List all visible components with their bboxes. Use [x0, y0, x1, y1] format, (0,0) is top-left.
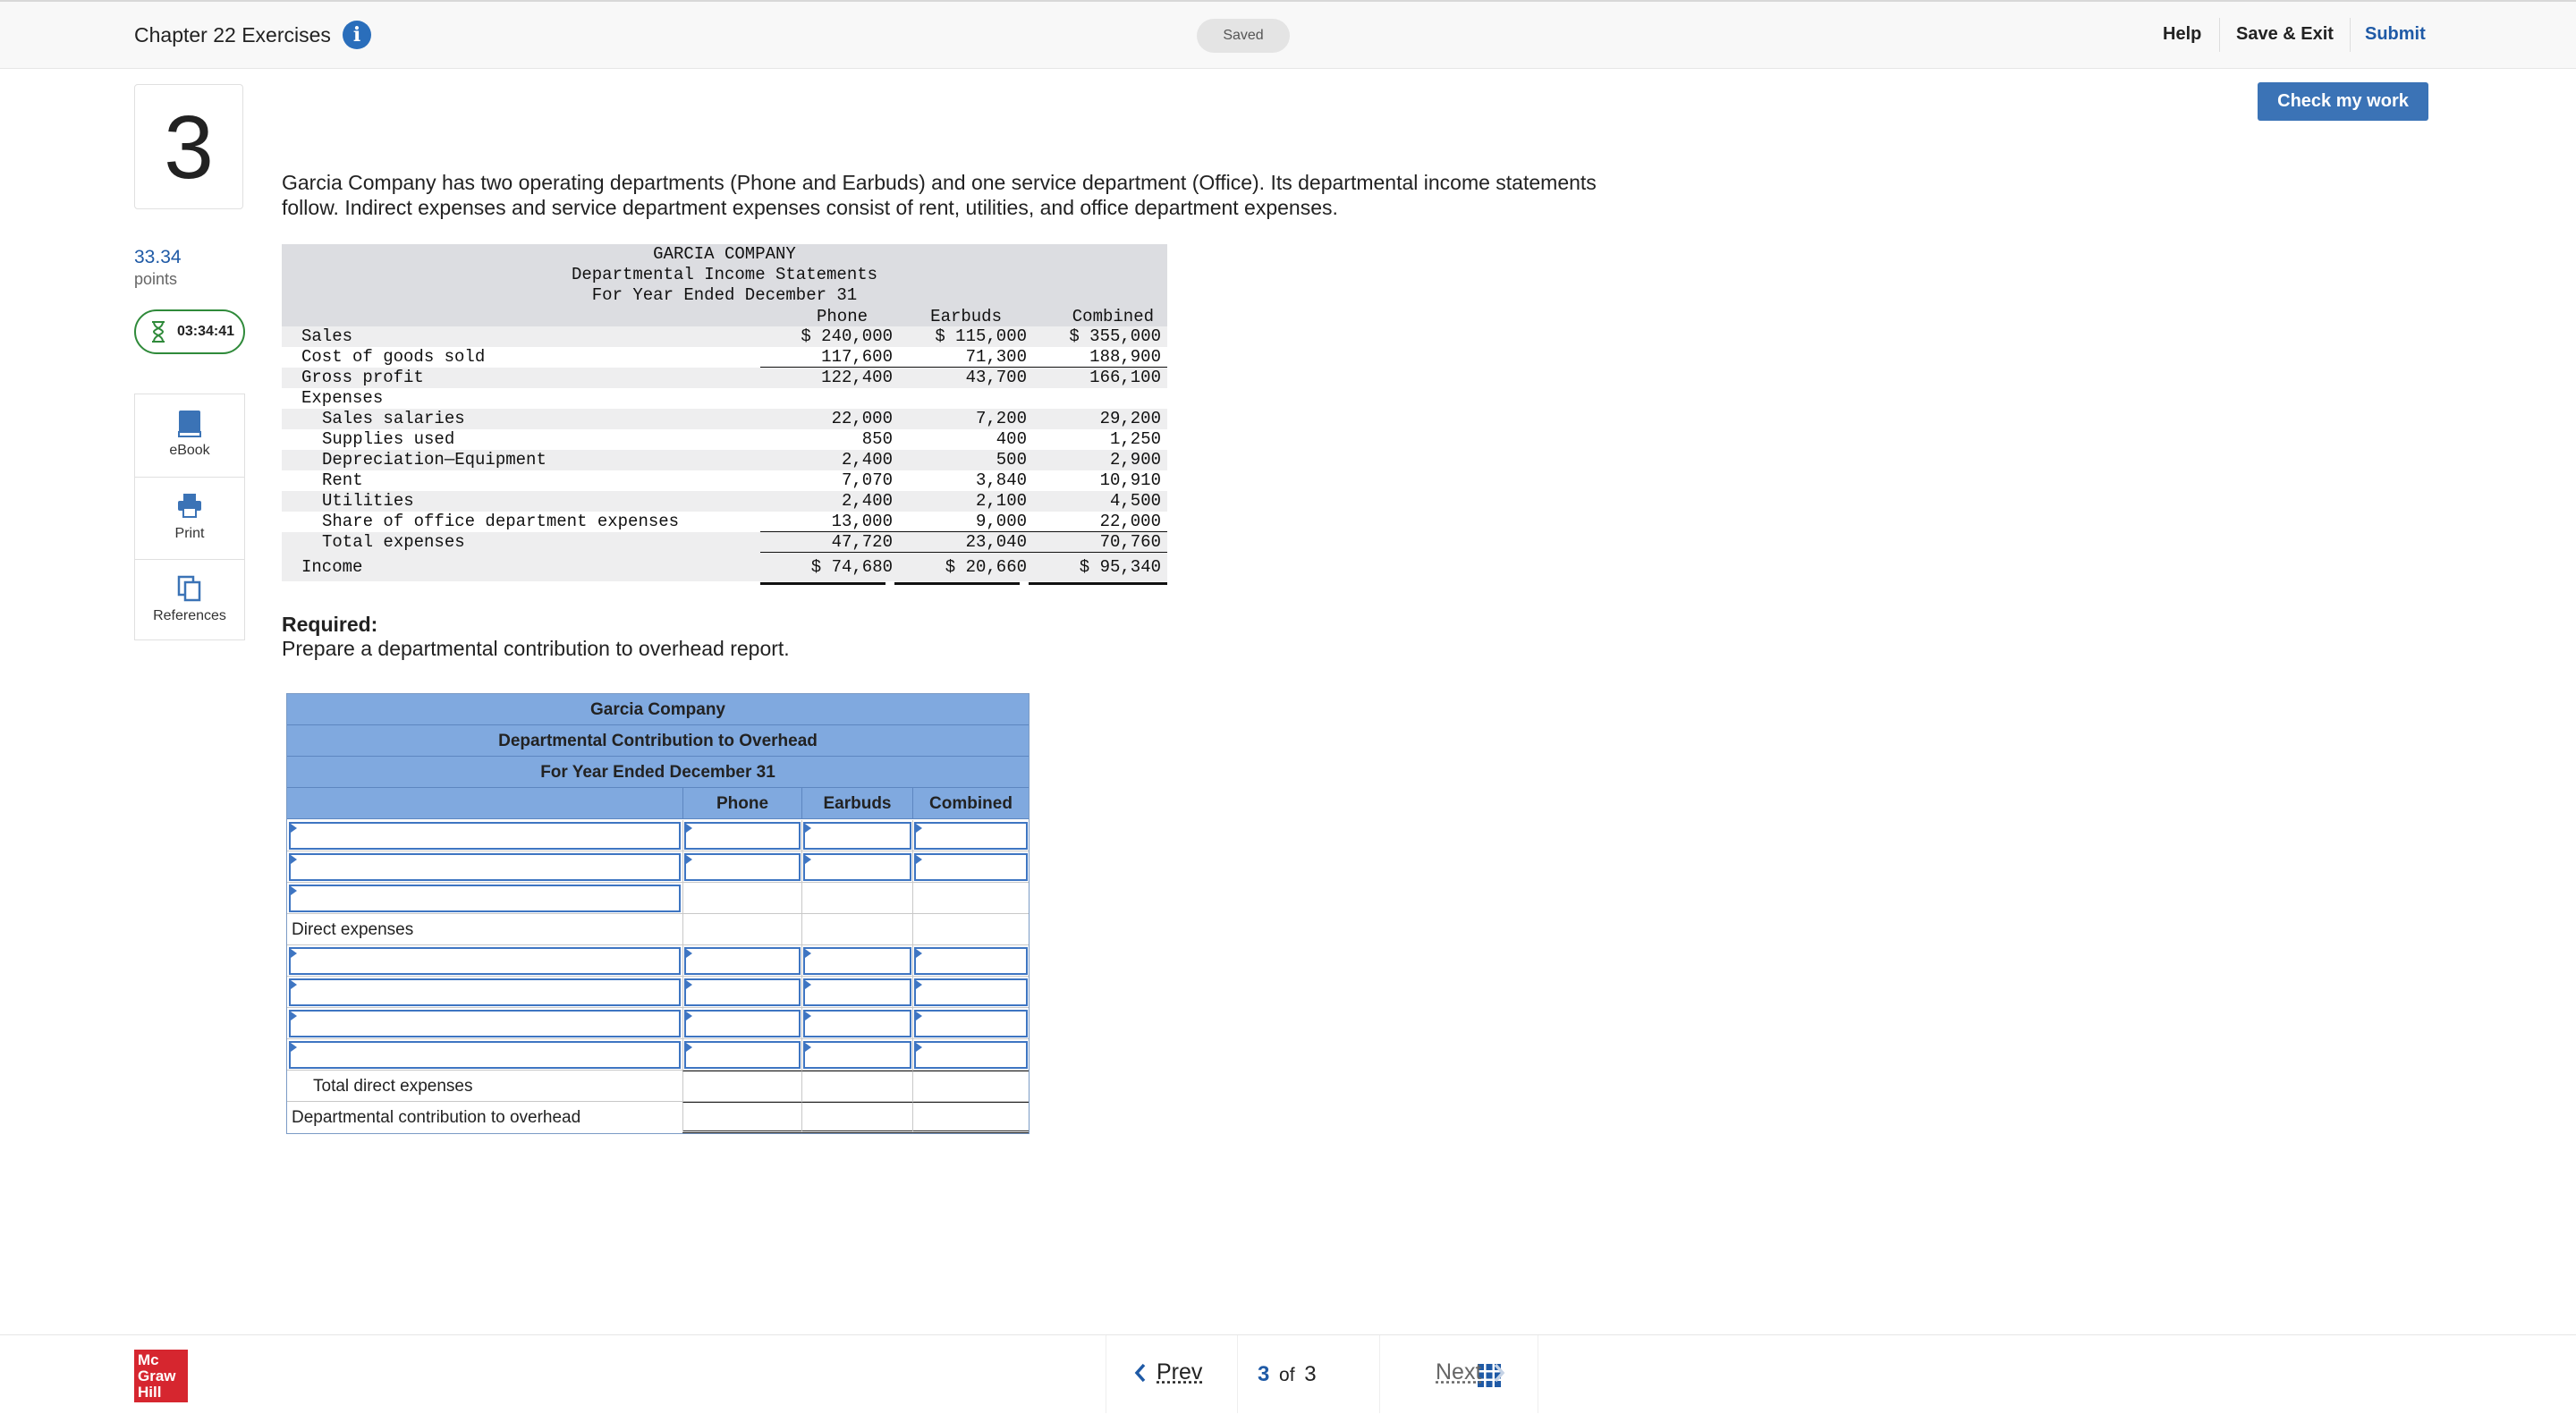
line-item-input[interactable] [289, 1041, 681, 1069]
footer-bar [0, 1334, 2576, 1413]
chevron-left-icon [1133, 1363, 1148, 1383]
value-phone: 117,600 [821, 347, 893, 367]
page-counter [1237, 1335, 1380, 1413]
column-earbuds: Earbuds [930, 307, 1002, 326]
phone-amount-input[interactable] [684, 1041, 801, 1069]
statement-title: Departmental Income Statements [571, 265, 878, 284]
row-gross-profit [282, 368, 1167, 388]
required-heading: Required: [282, 613, 378, 636]
value-combined: 22,000 [1099, 512, 1161, 531]
question-text: Garcia Company has two operating departments (Phone and Earbuds) and one service department (Office). Its departmental income statements follow. Indirect expenses and service department expenses consist of rent, utilities, and office department expenses. [282, 171, 1597, 219]
row-supplies [282, 429, 1167, 450]
mcgraw-hill-logo [134, 1350, 188, 1402]
earbuds-amount-input[interactable] [803, 1041, 911, 1069]
row-label: Gross profit [301, 368, 424, 387]
prev-button[interactable] [1133, 1359, 1202, 1385]
empty-cell [912, 883, 1029, 914]
value-combined: 70,760 [1099, 532, 1161, 552]
row-label: Utilities [322, 491, 414, 511]
column-combined: Combined [1072, 307, 1154, 326]
next-label: Next [1436, 1359, 1482, 1384]
line-item-input[interactable] [289, 822, 681, 850]
book-icon [176, 409, 203, 439]
value-phone: $ 240,000 [801, 326, 893, 346]
value-earbuds: 23,040 [965, 532, 1027, 552]
row-label: Sales [301, 326, 353, 346]
table-row [287, 1008, 1029, 1039]
statement-company: GARCIA COMPANY [653, 244, 796, 264]
logo-text: Mc [138, 1351, 159, 1368]
timer [134, 309, 245, 354]
ebook-button[interactable] [135, 394, 244, 477]
combined-amount-input[interactable] [914, 978, 1028, 1006]
current-page: 3 [1258, 1362, 1270, 1386]
value-earbuds: 71,300 [965, 347, 1027, 367]
header-divider [2219, 18, 2220, 52]
copy-icon [176, 574, 203, 603]
empty-cell [912, 914, 1029, 945]
help-link[interactable]: Help [2163, 24, 2202, 44]
empty-cell [801, 883, 912, 914]
row-label: Total expenses [322, 532, 465, 552]
line-item-input[interactable] [289, 853, 681, 881]
value-phone: 13,000 [831, 512, 893, 531]
row-label: Cost of goods sold [301, 347, 486, 367]
row-cogs [282, 347, 1167, 368]
empty-cell [801, 914, 912, 945]
page-of: of [1279, 1365, 1295, 1385]
required-text: Prepare a departmental contribution to overhead report. [282, 637, 790, 660]
direct-expenses-label: Direct expenses [292, 920, 414, 939]
statement-period: For Year Ended December 31 [591, 285, 858, 305]
earbuds-amount-input[interactable] [803, 947, 911, 975]
report-column-earbuds: Earbuds [801, 788, 912, 819]
table-row [287, 945, 1029, 977]
cogs-underline [760, 367, 1167, 368]
line-item-input[interactable] [289, 978, 681, 1006]
value-combined: 1,250 [1109, 429, 1161, 449]
print-button[interactable] [135, 477, 244, 559]
phone-amount-input[interactable] [684, 822, 801, 850]
value-combined: 10,910 [1099, 470, 1161, 490]
row-rent [282, 470, 1167, 491]
points-label: points [134, 270, 178, 288]
saved-status-badge: Saved [1197, 19, 1290, 53]
value-earbuds: 3,840 [975, 470, 1027, 490]
earbuds-amount-input[interactable] [803, 1010, 911, 1037]
total-underline [760, 552, 1167, 553]
value-combined: 188,900 [1089, 347, 1161, 367]
combined-amount-input[interactable] [914, 1010, 1028, 1037]
earbuds-contribution-cell [801, 1102, 912, 1133]
row-utilities [282, 491, 1167, 512]
value-phone: 122,400 [821, 368, 893, 387]
row-sales [282, 326, 1167, 347]
chevron-right-icon [1492, 1363, 1506, 1383]
value-earbuds: $ 115,000 [935, 326, 1027, 346]
phone-amount-input[interactable] [684, 947, 801, 975]
header-divider [2350, 18, 2351, 52]
table-row [287, 851, 1029, 883]
phone-contribution-cell [682, 1102, 801, 1133]
line-item-input[interactable] [289, 1010, 681, 1037]
total-pages: 3 [1304, 1362, 1317, 1386]
value-earbuds: $ 20,660 [945, 557, 1027, 577]
income-statement [282, 244, 1167, 588]
printer-icon [176, 492, 203, 519]
contribution-row [287, 1102, 1029, 1133]
value-earbuds: 500 [996, 450, 1027, 470]
hourglass-icon [148, 320, 168, 343]
earbuds-total-cell [801, 1071, 912, 1102]
print-label: Print [174, 526, 205, 541]
next-button[interactable] [1436, 1359, 1506, 1385]
value-phone: 7,070 [841, 470, 893, 490]
value-earbuds: 2,100 [975, 491, 1027, 511]
references-label: References [153, 608, 226, 623]
row-income [282, 553, 1167, 581]
income-double-underline [1029, 582, 1167, 585]
report-column-phone: Phone [682, 788, 801, 819]
points-value: 33.34 [134, 247, 182, 267]
assignment-title: Chapter 22 Exercises [134, 23, 331, 47]
logo-text: Graw [138, 1367, 176, 1384]
earbuds-amount-input[interactable] [803, 978, 911, 1006]
table-row [287, 883, 1029, 914]
logo-text: Hill [138, 1384, 162, 1401]
value-phone: $ 74,680 [810, 557, 893, 577]
value-phone: 47,720 [831, 532, 893, 552]
combined-amount-input[interactable] [914, 853, 1028, 881]
row-sales-salaries [282, 409, 1167, 429]
value-phone: 2,400 [841, 491, 893, 511]
value-combined: 4,500 [1109, 491, 1161, 511]
income-double-underline [760, 582, 886, 585]
line-item-input[interactable] [289, 947, 681, 975]
combined-contribution-cell [912, 1102, 1029, 1133]
row-label: Share of office department expenses [322, 512, 680, 531]
row-label: Income [301, 557, 363, 577]
value-combined: 166,100 [1089, 368, 1161, 387]
timer-value: 03:34:41 [177, 324, 235, 339]
references-button[interactable] [135, 559, 244, 641]
table-row [287, 977, 1029, 1008]
prev-label: Prev [1157, 1359, 1203, 1384]
table-row [287, 1039, 1029, 1071]
row-label: Sales salaries [322, 409, 465, 428]
submit-link[interactable]: Submit [2365, 24, 2426, 44]
column-phone: Phone [816, 307, 868, 326]
value-combined: 2,900 [1109, 450, 1161, 470]
value-combined: $ 355,000 [1069, 326, 1161, 346]
value-combined: $ 95,340 [1079, 557, 1161, 577]
combined-amount-input[interactable] [914, 947, 1028, 975]
row-total-expenses [282, 532, 1167, 553]
value-combined: 29,200 [1099, 409, 1161, 428]
total-direct-expenses-row [287, 1071, 1029, 1102]
ebook-label: eBook [169, 443, 210, 458]
empty-cell [682, 914, 801, 945]
row-office-share [282, 512, 1167, 532]
phone-amount-input[interactable] [684, 1010, 801, 1037]
table-row [287, 820, 1029, 851]
save-exit-link[interactable]: Save & Exit [2236, 24, 2334, 44]
phone-amount-input[interactable] [684, 853, 801, 881]
combined-total-cell [912, 1071, 1029, 1102]
line-item-input[interactable] [289, 885, 681, 912]
contribution-label: Departmental contribution to overhead [292, 1108, 581, 1127]
value-earbuds: 400 [996, 429, 1027, 449]
value-earbuds: 43,700 [965, 368, 1027, 387]
empty-cell [682, 883, 801, 914]
row-label: Supplies used [322, 429, 455, 449]
phone-amount-input[interactable] [684, 978, 801, 1006]
value-phone: 2,400 [841, 450, 893, 470]
total-direct-expenses-label: Total direct expenses [313, 1077, 473, 1096]
row-label: Expenses [301, 388, 384, 408]
info-icon[interactable]: i [343, 21, 371, 49]
row-label: Depreciation—Equipment [322, 450, 547, 470]
combined-amount-input[interactable] [914, 822, 1028, 850]
question-number: 3 [134, 84, 243, 209]
report-title: Departmental Contribution to Overhead [287, 725, 1029, 757]
report-company: Garcia Company [287, 694, 1029, 725]
contribution-report-table [286, 693, 1030, 1134]
value-phone: 850 [861, 429, 893, 449]
earbuds-amount-input[interactable] [803, 853, 911, 881]
pagination [1106, 1335, 1538, 1413]
row-expenses [282, 388, 1167, 409]
value-earbuds: 7,200 [975, 409, 1027, 428]
row-label: Rent [322, 470, 363, 490]
direct-expenses-row [287, 914, 1029, 945]
tools-panel [134, 394, 245, 640]
value-earbuds: 9,000 [975, 512, 1027, 531]
top-bar [0, 0, 2576, 69]
row-depreciation [282, 450, 1167, 470]
earbuds-amount-input[interactable] [803, 822, 911, 850]
value-phone: 22,000 [831, 409, 893, 428]
report-period: For Year Ended December 31 [287, 757, 1029, 788]
phone-total-cell [682, 1071, 801, 1102]
combined-amount-input[interactable] [914, 1041, 1028, 1069]
income-double-underline [894, 582, 1020, 585]
check-my-work-button[interactable]: Check my work [2258, 82, 2428, 121]
report-column-combined: Combined [912, 788, 1029, 819]
share-underline [760, 531, 1167, 532]
